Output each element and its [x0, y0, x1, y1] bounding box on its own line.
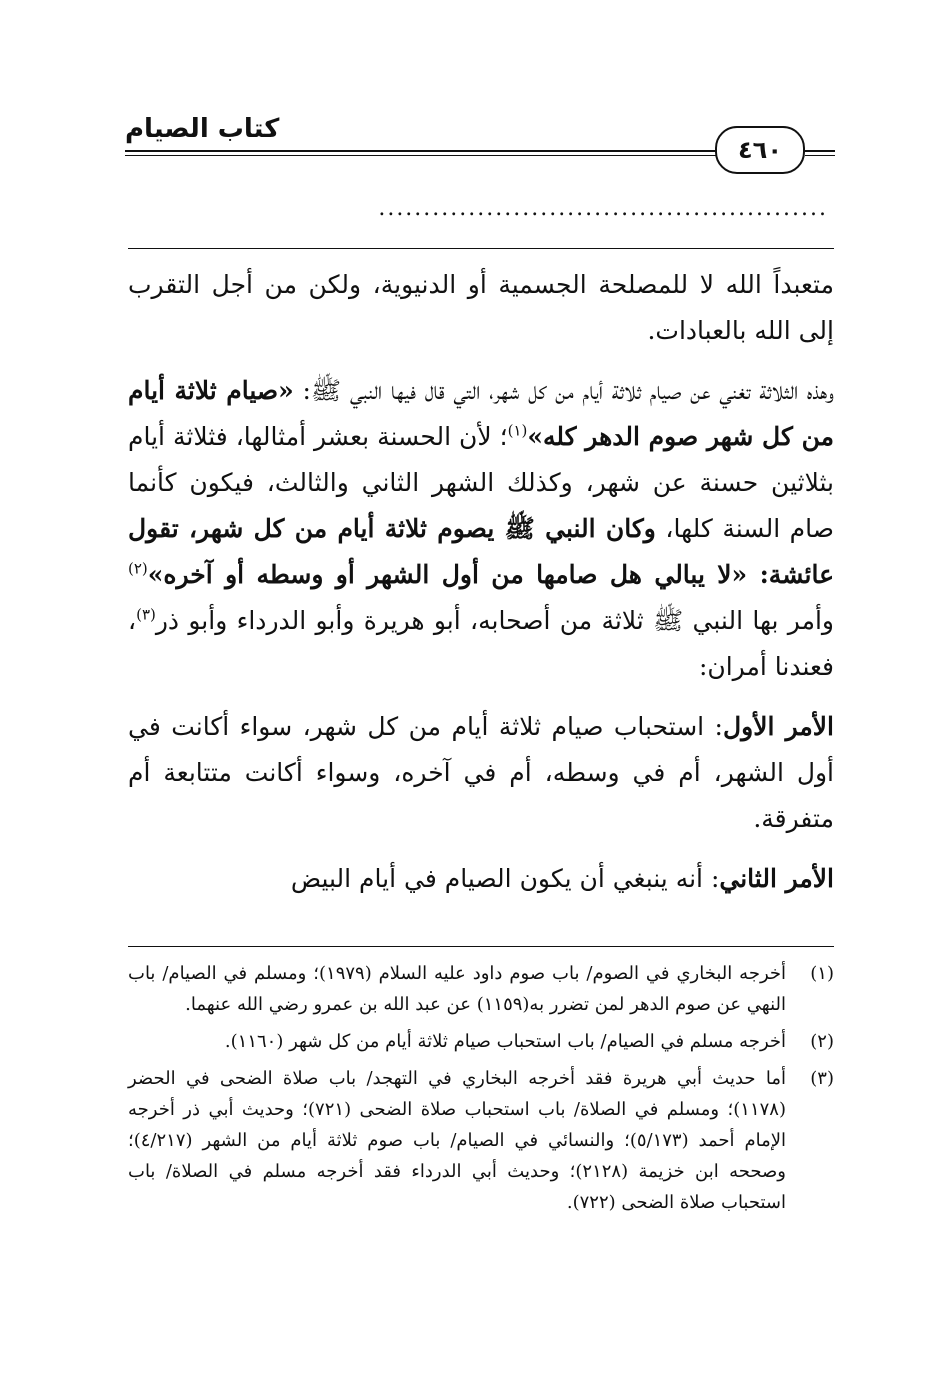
paragraph-text: ؛ لأن الحسنة بعشر أمثالها، فثلاثة أيام بثلاثين حسنة عن شهر، وكذلك الشهر الثاني والثالث، فيكون كأنما صام السنة كلها، — [128, 422, 835, 543]
footnote-ref: (١) — [507, 421, 528, 440]
main-text — [128, 262, 834, 902]
footnote-item — [128, 1026, 834, 1057]
page-number: ٤٦٠ — [715, 126, 805, 174]
paragraph-text: متعبداً الله لا للمصلحة الجسمية أو الدنيوية، ولكن من أجل التقرب إلى الله بالعبادات. — [128, 270, 834, 345]
section-rule — [128, 248, 834, 249]
footnote-number: (٢) — [810, 1031, 834, 1052]
footnote-number: (١) — [810, 963, 834, 984]
footnote-item — [128, 1063, 834, 1218]
paragraph-intro — [128, 262, 834, 354]
hadith-quote: وكان النبي ﷺ يصوم ثلاثة أيام من كل شهر، تقول عائشة: «لا يبالي هل صامها من أول الشهر أو وسطه أو آخره» — [128, 514, 834, 589]
footnotes — [128, 958, 834, 1224]
book-title: كتاب الصيام — [125, 114, 280, 144]
hadith-quote: «صيام ثلاثة أيام من كل شهر صوم الدهر كله» — [128, 376, 834, 451]
paragraph-text: ، فعندنا أمران: — [128, 606, 834, 681]
page-header — [125, 112, 835, 174]
paragraph-first-matter — [128, 704, 834, 842]
matter-heading: الأمر الأول — [722, 712, 834, 741]
footnote-text: أخرجه البخاري في الصوم/ باب صوم داود عليه السلام (١٩٧٩)؛ ومسلم في الصيام/ باب النهي عن صوم الدهر لمن تضرر به(١١٥٩) عن عبد الله بن عمرو رضي الله عنهما. — [128, 963, 787, 1015]
matter-heading: الأمر الثاني — [719, 864, 834, 893]
footnote-rule — [128, 946, 834, 947]
paragraph-text: : أنه ينبغي أن يكون الصيام في أيام البيض — [290, 864, 720, 893]
dotted-divider: .................................................. — [378, 196, 828, 221]
paragraph-second-matter — [128, 856, 834, 902]
paragraph-three-days — [128, 368, 834, 690]
footnote-item — [128, 958, 834, 1020]
paragraph-text: : استحباب صيام ثلاثة أيام من كل شهر، سواء أكانت في أول الشهر، أم في وسطه، أم في آخره، وسواء أكانت متتابعة أم متفرقة. — [128, 712, 834, 833]
paragraph-text: وهذه الثلاثة تغني عن صيام ثلاثة أيام من كل شهر، التي قال فيها النبي ﷺ: — [293, 376, 835, 405]
paragraph-text: وأمر بها النبي ﷺ ثلاثة من أصحابه، أبو هريرة وأبو الدرداء وأبو ذر — [155, 606, 834, 635]
footnote-text: أما حديث أبي هريرة فقد أخرجه البخاري في التهجد/ باب صلاة الضحى في الحضر (١١٧٨)؛ ومسلم في الصلاة/ باب استحباب صلاة الضحى (٧٢١)؛ وحديث أبي ذر أخرجه الإمام أحمد (٥/١٧٣)؛ والنسائي في الصيام/ باب صوم ثلاثة أيام من الشهر (٤/٢١٧)؛ وصححه ابن خزيمة (٢١٢٨)؛ وحديث أبي الدرداء فقد أخرجه مسلم في الصلاة/ باب استحباب صلاة الضحى (٧٢٢). — [128, 1068, 786, 1213]
footnote-text: أخرجه مسلم في الصيام/ باب استحباب صيام ثلاثة أيام من كل شهر (١١٦٠). — [224, 1031, 786, 1052]
header-rule-right — [805, 150, 835, 156]
header-rule — [125, 150, 717, 156]
footnote-ref: (٢) — [128, 559, 148, 578]
footnote-ref: (٣) — [136, 605, 156, 624]
footnote-number: (٣) — [810, 1068, 834, 1089]
